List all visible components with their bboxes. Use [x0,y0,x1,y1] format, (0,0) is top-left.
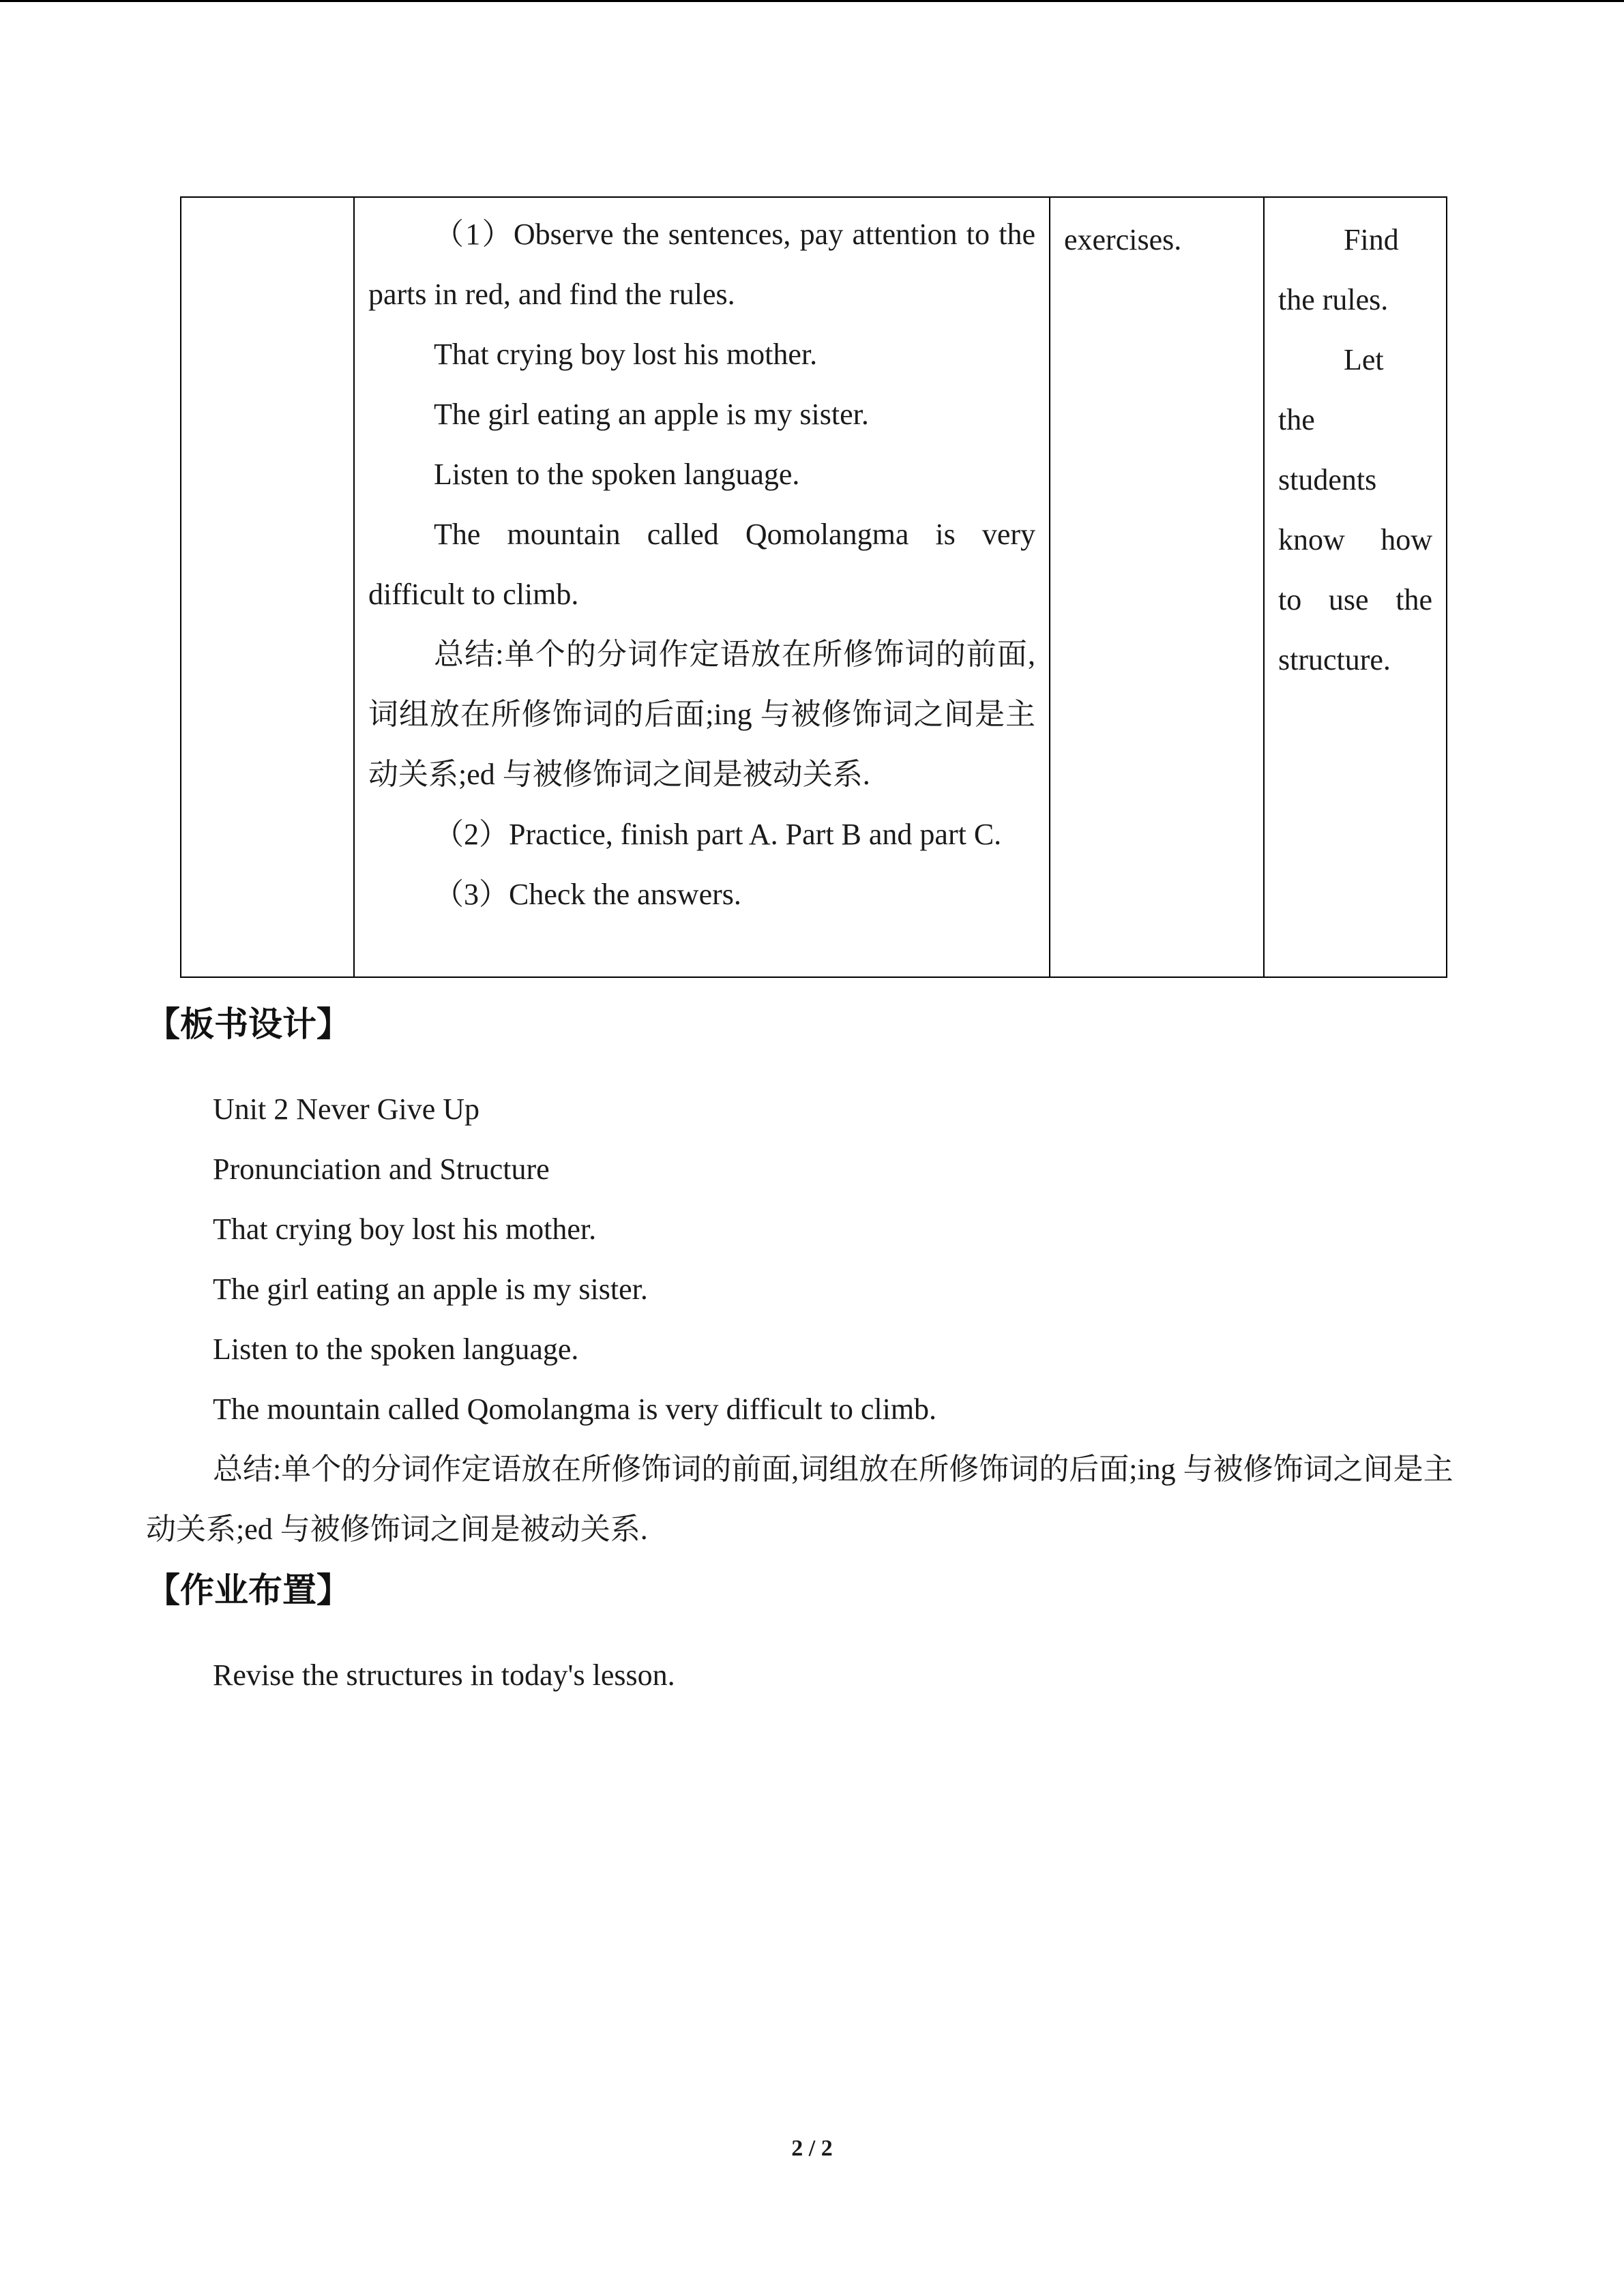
intent-line: structure. [1278,643,1391,676]
grammar-summary: 总结:单个的分词作定语放在所修饰词的前面,词组放在所修饰词的后面;ing 与被修饰词之间是主动关系;ed 与被修饰词之间是被动关系. [368,638,1035,791]
example-sentence: Listen to the spoken language. [434,458,800,491]
board-line-title: Unit 2 Never Give Up [213,1092,480,1126]
board-line: The girl eating an apple is my sister. [213,1272,648,1306]
intent-line [1278,570,1432,630]
table-row [181,197,1447,977]
intent-line: Find [1344,223,1399,256]
intent-word: to [1278,583,1302,616]
intent-line: the rules. [1278,283,1389,316]
teaching-steps-cell [354,197,1050,977]
intent-line: Let [1344,343,1384,376]
step-observe: （1）Observe the sentences, pay attention to the parts in red, and find the rules. [368,218,1035,311]
board-design-heading: 【板书设计】 [146,1004,351,1044]
board-line: The mountain called Qomolangma is very difficult to climb. [213,1392,937,1426]
design-intent-cell [1264,197,1447,977]
board-line: Listen to the spoken language. [213,1332,579,1366]
board-design-content [146,1079,1469,1560]
intent-line: the [1278,403,1315,436]
page-number: 2 / 2 [791,2136,833,2161]
step-check: （3）Check the answers. [434,878,741,911]
intent-word: use [1328,583,1369,616]
lesson-plan-table [180,196,1447,978]
method-cell [1050,197,1264,977]
intent-word: the [1396,583,1432,616]
intent-word: how [1381,523,1432,556]
board-line: That crying boy lost his mother. [213,1212,597,1246]
board-line-subtitle: Pronunciation and Structure [213,1152,550,1186]
intent-line [1278,510,1432,570]
example-sentence: The mountain called Qomolangma is very difficult to climb. [368,518,1035,611]
intent-line: students [1278,463,1377,496]
intent-word: know [1278,523,1345,556]
homework-heading: 【作业布置】 [146,1570,351,1610]
example-sentence: The girl eating an apple is my sister. [434,398,869,431]
method-text: exercises. [1064,223,1182,256]
step-practice: （2）Practice, finish part A. Part B and part C. [434,818,1002,851]
top-border-line [0,0,1624,2]
stage-cell [181,197,354,977]
board-summary: 总结:单个的分词作定语放在所修饰词的前面,词组放在所修饰词的后面;ing 与被修饰词之间是主动关系;ed 与被修饰词之间是被动关系. [146,1452,1453,1546]
homework-text: Revise the structures in today's lesson. [213,1658,675,1692]
example-sentence: That crying boy lost his mother. [434,338,818,371]
